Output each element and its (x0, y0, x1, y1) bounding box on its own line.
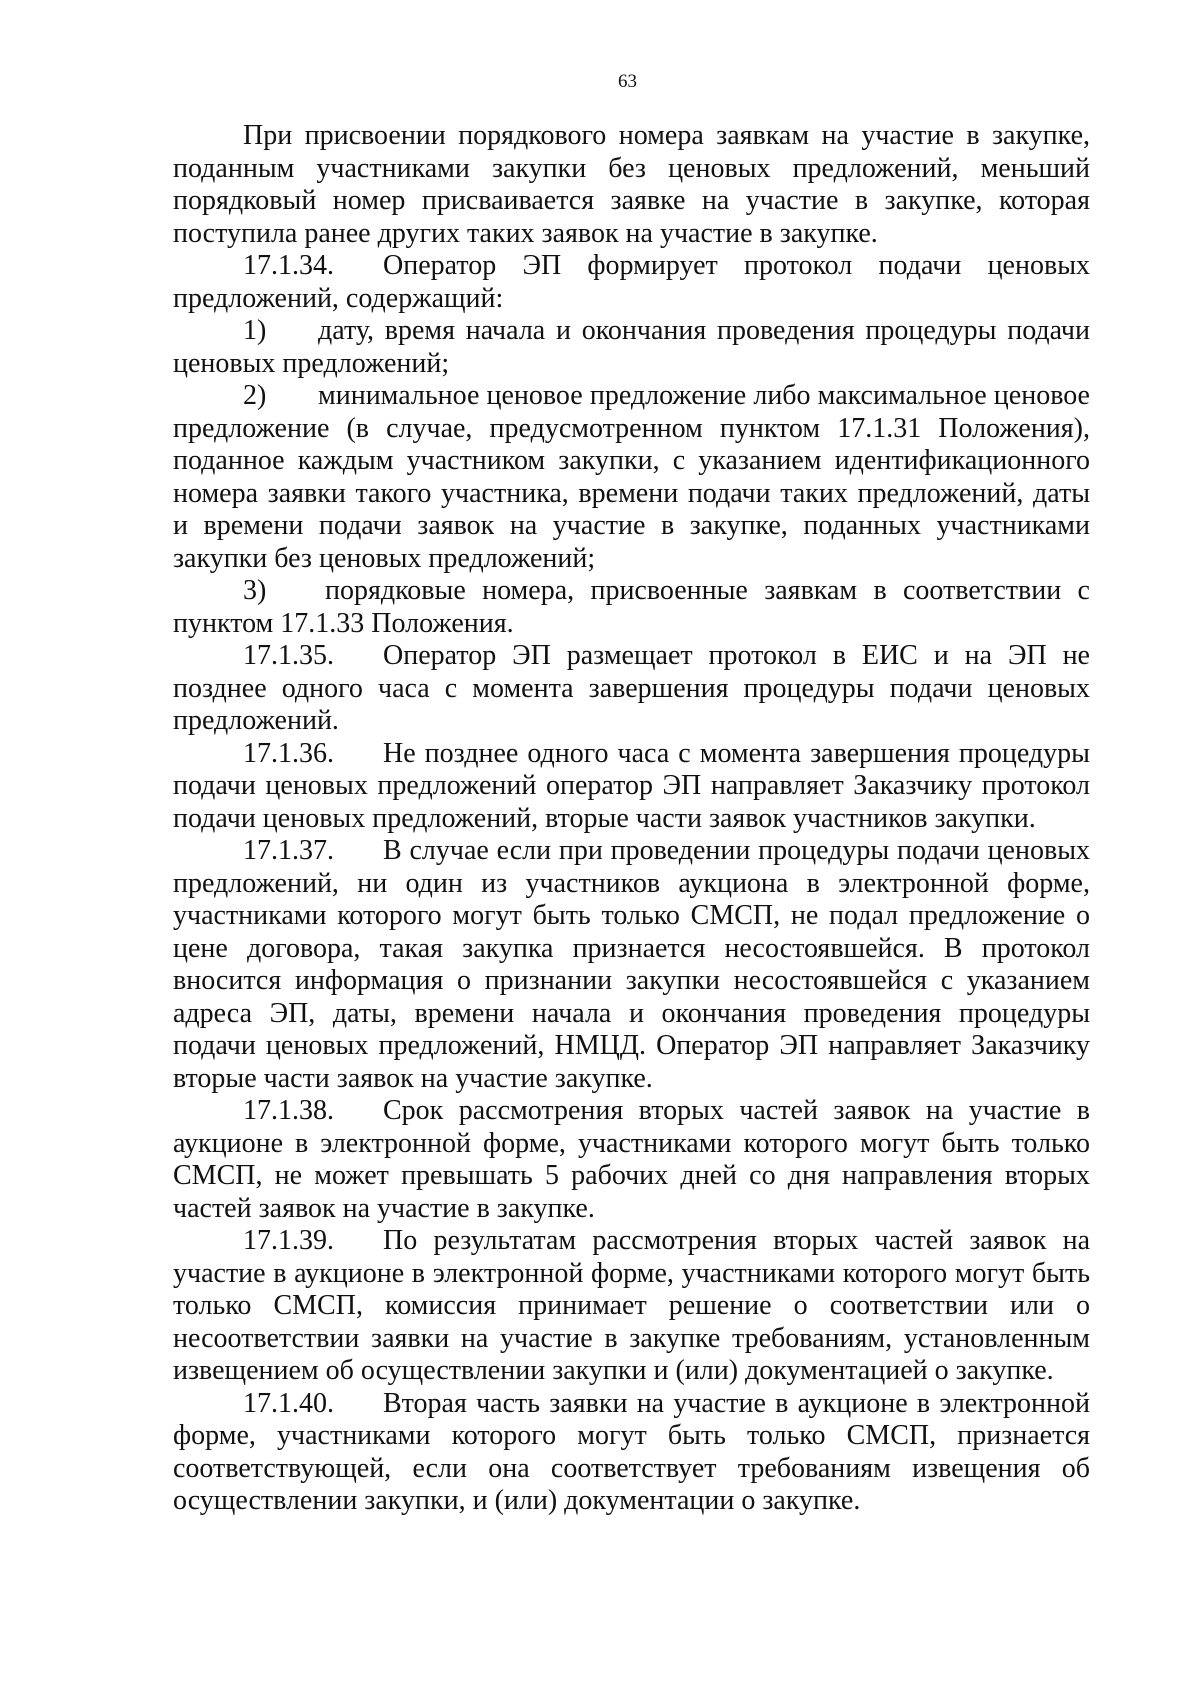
paragraph-intro (173, 120, 1090, 250)
list-item-number: 1) (243, 315, 267, 346)
clause-17-1-40 (173, 1388, 1090, 1518)
clause-17-1-35 (173, 640, 1090, 738)
list-item-number: 2) (243, 380, 267, 411)
clause-17-1-34 (173, 250, 1090, 315)
list-item-2 (173, 380, 1090, 575)
list-item-1 (173, 315, 1090, 380)
clause-text: Оператор ЭП формирует протокол подачи ценовых предложений, содержащий: (173, 250, 1090, 314)
clause-number: 17.1.36. (243, 737, 334, 769)
list-item-number: 3) (243, 575, 267, 606)
clause-text: Оператор ЭП размещает протокол в ЕИС и на ЭП не позднее одного часа с момента завершения процедуры подачи ценовых предложений. (173, 640, 1090, 736)
clause-number: 17.1.37. (243, 835, 334, 866)
clause-text: Не позднее одного часа с момента завершения процедуры подачи ценовых предложений оператор ЭП направляет Заказчику протокол подачи ценовых предложений, вторые части заявок участников закупки. (173, 737, 1090, 834)
clause-number: 17.1.39. (243, 1225, 334, 1256)
clause-number: 17.1.34. (243, 250, 334, 281)
clause-17-1-37 (173, 835, 1090, 1095)
clause-17-1-39 (173, 1225, 1090, 1388)
clause-text: По результатам рассмотрения вторых частей заявок на участие в аукционе в электронной форме, участниками которого могут быть только СМСП, комиссия принимает решение о соответствии или о несоответствии заявки на участие в закупке требованиям, установленным извещением об осуществлении закупки и (или) документацией о закупке. (173, 1225, 1090, 1386)
clause-number: 17.1.35. (243, 640, 334, 671)
list-item-text: порядковые номера, присвоенные заявкам в соответствии с пунктом 17.1.33 Положения. (173, 575, 1090, 639)
clause-text: Срок рассмотрения вторых частей заявок на участие в аукционе в электронной форме, участниками которого могут быть только СМСП, не может превышать 5 рабочих дней со дня направления вторых частей заявок на участие в закупке. (173, 1095, 1090, 1224)
list-item-text: минимальное ценовое предложение либо максимальное ценовое предложение (в случае, предусмотренном пунктом 17.1.31 Положения), поданное каждым участником закупки, с указанием идентификационного номера заявки такого участника, времени подачи таких предложений, даты и времени подачи заявок на участие в закупке, поданных участниками закупки без ценовых предложений; (173, 380, 1090, 574)
list-item-3 (173, 575, 1090, 640)
clause-number: 17.1.38. (243, 1095, 334, 1126)
paragraph-text: При присвоении порядкового номера заявкам на участие в закупке, поданным участниками закупки без ценовых предложений, меньший порядковый номер присваивается заявке на участие в закупке, которая поступила ранее других таких заявок на участие в закупке. (173, 120, 1090, 249)
clause-17-1-38 (173, 1095, 1090, 1225)
clause-number: 17.1.40. (243, 1387, 334, 1419)
clause-text: Вторая часть заявки на участие в аукционе в электронной форме, участниками которого могут быть только СМСП, признается соответствующей, если она соответствует требованиям извещения об осуществлении закупки, и (или) документации о закупке. (173, 1387, 1090, 1516)
clause-text: В случае если при проведении процедуры подачи ценовых предложений, ни один из участников аукциона в электронной форме, участниками которого могут быть только СМСП, не подал предложение о цене договора, такая закупка признается несостоявшейся. В протокол вносится информация о признании закупки несостоявшейся с указанием адреса ЭП, даты, времени начала и окончания проведения процедуры подачи ценовых предложений, НМЦД. Оператор ЭП направляет Заказчику вторые части заявок на участие закупке. (173, 835, 1090, 1094)
clause-17-1-36 (173, 738, 1090, 836)
list-item-text: дату, время начала и окончания проведения процедуры подачи ценовых предложений; (173, 315, 1090, 379)
document-body (173, 120, 1090, 1518)
page-number: 63 (618, 71, 637, 92)
